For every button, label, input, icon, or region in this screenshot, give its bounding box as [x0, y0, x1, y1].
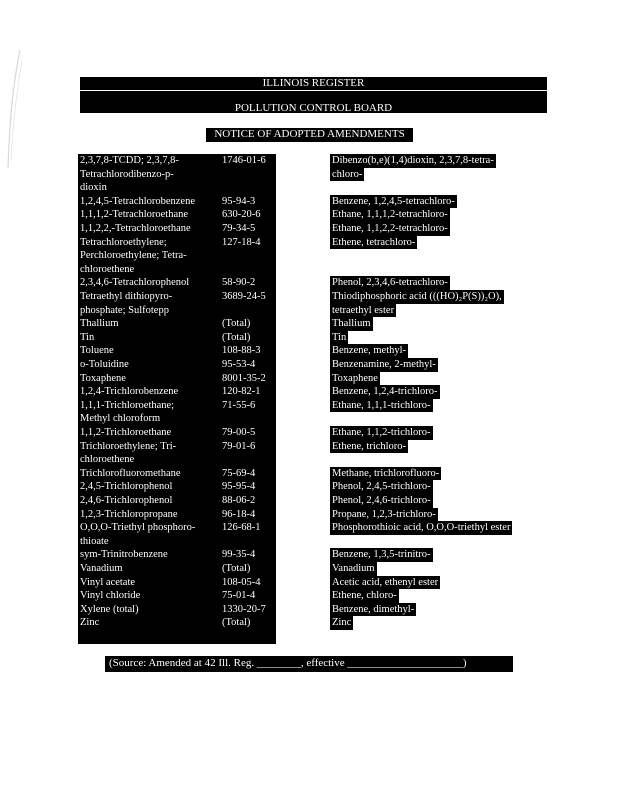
- source-note: (Source: Amended at 42 Ill. Reg. ________, effective _____________________): [105, 656, 513, 672]
- cas-number: 96-18-4: [222, 508, 256, 520]
- chemical-abstracts-name: Ethane, 1,1,2-trichloro-: [332, 427, 431, 438]
- chemical-abstracts-name: Vanadium: [332, 563, 375, 574]
- cas-number: 79-01-6: [222, 440, 256, 452]
- constituent-name: dioxin: [80, 182, 107, 194]
- constituent-name: Vanadium: [80, 563, 123, 574]
- chemical-abstracts-name: Ethene, trichloro-: [332, 440, 407, 452]
- constituent-name: Toxaphene: [80, 372, 126, 384]
- constituent-name: 1,1,1-Trichloroethane;: [80, 399, 175, 411]
- chemical-abstracts-name: Phenol, 2,4,6-trichloro-: [332, 495, 431, 506]
- cas-number: 95-95-4: [222, 481, 256, 493]
- constituent-name: thioate: [80, 535, 109, 547]
- chemical-abstracts-name: Thallium: [332, 318, 371, 330]
- constituent-name: chloroethene: [80, 454, 135, 466]
- constituent-name: Tin: [80, 331, 95, 343]
- chemical-abstracts-name: Benzene, 1,3,5-trinitro-: [332, 549, 431, 561]
- chemical-abstracts-name: Tin: [332, 331, 347, 343]
- board-header: POLLUTION CONTROL BOARD: [80, 91, 547, 113]
- scan-streak-mark: [6, 50, 22, 170]
- constituent-name: phosphate; Sulfotepp: [80, 304, 169, 316]
- constituent-name: Methyl chloroform: [80, 413, 161, 425]
- notice-header: NOTICE OF ADOPTED AMENDMENTS: [206, 128, 413, 142]
- cas-number: (Total): [222, 617, 251, 629]
- constituent-name: 1,1,2-Trichloroethane: [80, 427, 172, 438]
- chemical-abstracts-name: Zinc: [332, 617, 352, 629]
- constituent-name: Vinyl chloride: [80, 590, 141, 602]
- cas-number: 95-53-4: [222, 359, 256, 370]
- constituent-name: o-Toluidine: [80, 359, 129, 370]
- constituent-name: Thallium: [80, 318, 119, 330]
- cas-number: 108-88-3: [222, 345, 261, 357]
- cas-number: 88-06-2: [222, 495, 256, 506]
- cas-number: 126-68-1: [222, 522, 261, 534]
- cas-number: 71-55-6: [222, 399, 256, 411]
- chemical-abstracts-name: Benzene, methyl-: [332, 345, 407, 357]
- chemical-abstracts-name: Dibenzo(b,e)(1,4)dioxin, 2,3,7,8-tetra-: [332, 155, 494, 166]
- cas-number: 120-82-1: [222, 386, 261, 398]
- cas-number: 108-05-4: [222, 576, 261, 588]
- chemical-abstracts-name: Phenol, 2,3,4,6-tetrachloro-: [332, 277, 448, 289]
- constituent-name: 1,1,1,2-Tetrachloroethane: [80, 209, 189, 221]
- cas-number: 99-35-4: [222, 549, 256, 561]
- cas-number: 79-34-5: [222, 223, 256, 234]
- chemical-abstracts-name: Benzene, dimethyl-: [332, 603, 415, 615]
- cas-number: 8001-35-2: [222, 372, 266, 384]
- cas-number: 630-20-6: [222, 209, 261, 221]
- constituent-name: Tetrachloroethylene;: [80, 236, 167, 248]
- chemical-abstracts-name: tetraethyl ester: [332, 304, 395, 316]
- register-header: ILLINOIS REGISTER: [80, 77, 547, 90]
- chemical-abstracts-name: Acetic acid, ethenyl ester: [332, 576, 439, 588]
- constituent-name: 2,4,5-Trichlorophenol: [80, 481, 173, 493]
- chemical-abstracts-name: Thiodiphosphoric acid (((HO)₂P(S))₂O),: [332, 291, 502, 302]
- constituent-name: Tetrachlorodibenzo-p-: [80, 168, 174, 180]
- cas-number: 75-01-4: [222, 590, 256, 602]
- constituent-name: Toluene: [80, 345, 114, 357]
- constituent-name: 2,3,7,8-TCDD; 2,3,7,8-: [80, 155, 179, 166]
- cas-number: 1330-20-7: [222, 603, 266, 615]
- constituent-name: sym-Trinitrobenzene: [80, 549, 168, 561]
- cas-number: (Total): [222, 318, 251, 330]
- cas-number: 1746-01-6: [222, 155, 266, 166]
- chemical-abstracts-name: Ethene, tetrachloro-: [332, 236, 416, 248]
- constituent-name: 2,3,4,6-Tetrachlorophenol: [80, 277, 190, 289]
- chemical-abstracts-name: Ethene, chloro-: [332, 590, 397, 602]
- constituent-name: 2,4,6-Trichlorophenol: [80, 495, 173, 506]
- constituent-name: Trichlorofluoromethane: [80, 467, 181, 479]
- constituent-name: Xylene (total): [80, 603, 139, 615]
- constituent-name: Perchloroethylene; Tetra-: [80, 250, 187, 262]
- chemical-abstracts-name: Phenol, 2,4,5-trichloro-: [332, 481, 431, 493]
- constituent-name: chloroethene: [80, 263, 135, 275]
- chemical-abstracts-name: Phosphorothioic acid, O,O,O-triethyl ester: [332, 522, 511, 534]
- cas-number: 95-94-3: [222, 195, 256, 207]
- cas-number: 127-18-4: [222, 236, 261, 248]
- cas-number: 58-90-2: [222, 277, 256, 289]
- chemical-abstracts-name: Propane, 1,2,3-trichloro-: [332, 508, 436, 520]
- constituent-name: Zinc: [80, 617, 100, 629]
- cas-number: 75-69-4: [222, 467, 256, 479]
- constituent-name: Vinyl acetate: [80, 576, 136, 588]
- cas-number: (Total): [222, 563, 251, 574]
- constituent-name: 1,2,4,5-Tetrachlorobenzene: [80, 195, 196, 207]
- chemical-abstracts-name: Toxaphene: [332, 372, 378, 384]
- constituent-name: 1,1,2,2,-Tetrachloroethane: [80, 223, 191, 234]
- cas-number: 79-00-5: [222, 427, 256, 438]
- constituent-name: 1,2,4-Trichlorobenzene: [80, 386, 179, 398]
- constituent-name: Trichloroethylene; Tri-: [80, 440, 177, 452]
- constituent-name: Tetraethyl dithiopyro-: [80, 291, 173, 302]
- chemical-abstracts-name: Ethane, 1,1,1,2-tetrachloro-: [332, 209, 448, 221]
- chemical-abstracts-name: Benzene, 1,2,4,5-tetrachloro-: [332, 195, 455, 207]
- chemical-abstracts-name: Benzene, 1,2,4-trichloro-: [332, 386, 438, 398]
- cas-number: 3689-24-5: [222, 291, 266, 302]
- constituent-name: O,O,O-Triethyl phosphoro-: [80, 522, 196, 534]
- chemical-abstracts-name: Ethane, 1,1,1-trichloro-: [332, 399, 431, 411]
- chemical-abstracts-name: chloro-: [332, 168, 363, 180]
- chemical-abstracts-name: Methane, trichlorofluoro-: [332, 467, 440, 479]
- cas-number: (Total): [222, 331, 251, 343]
- chemical-abstracts-name: Ethane, 1,1,2,2-tetrachloro-: [332, 223, 448, 234]
- chemical-abstracts-name: Benzenamine, 2-methyl-: [332, 359, 436, 370]
- constituent-name: 1,2,3-Trichloropropane: [80, 508, 178, 520]
